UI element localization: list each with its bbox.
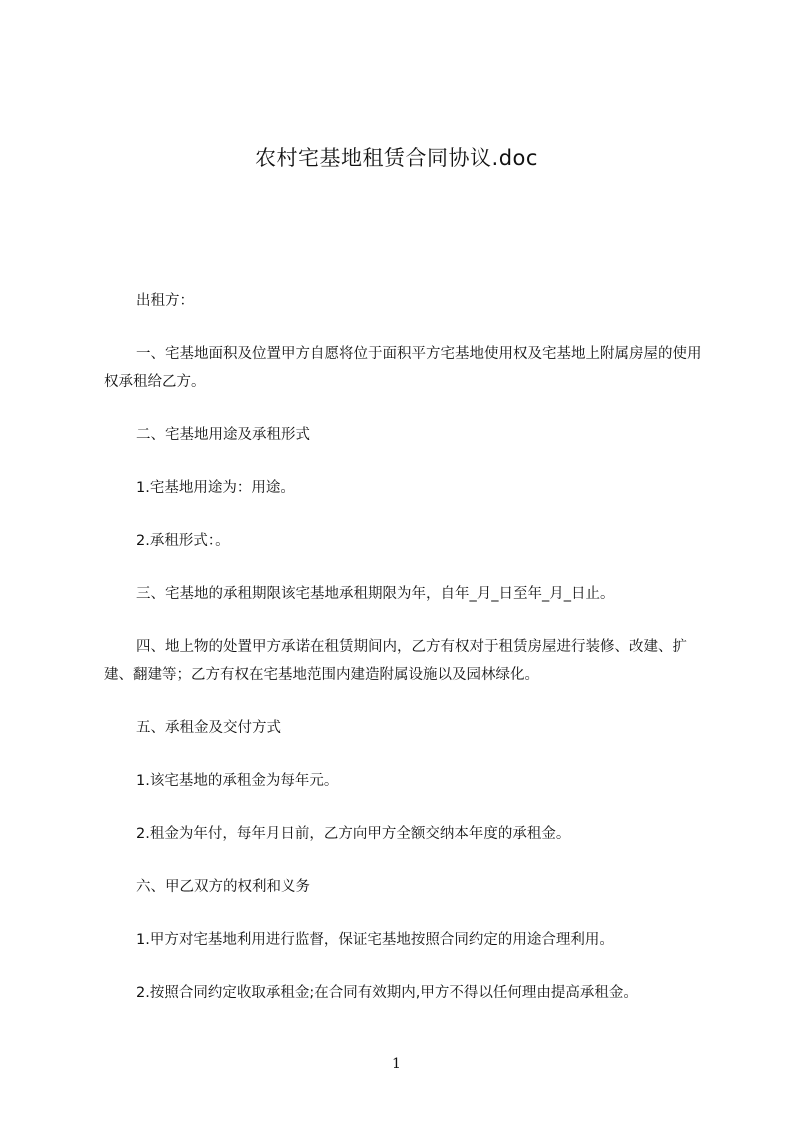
paragraph-section-2-item-1: 1.宅基地用途为：用途。: [136, 480, 295, 496]
paragraph-section-5-heading: 五、承租金及交付方式: [136, 720, 281, 736]
document-title: 农村宅基地租赁合同协议.doc: [255, 146, 538, 170]
paragraph-section-6-item-1: 1.甲方对宅基地利用进行监督，保证宅基地按照合同约定的用途合理利用。: [136, 932, 614, 948]
paragraph-lessor: 出租方：: [136, 293, 194, 309]
paragraph-section-6-heading: 六、甲乙双方的权利和义务: [136, 879, 310, 895]
paragraph-section-4: 四、地上物的处置甲方承诺在租赁期间内，乙方有权对于租赁房屋进行装修、改建、扩建、翻建等；乙方有权在宅基地范围内建造附属设施以及园林绿化。: [104, 639, 687, 683]
paragraph-section-3: 三、宅基地的承租期限该宅基地承租期限为年，自年_月_日至年_月_日止。: [136, 586, 615, 602]
paragraph-section-6-item-2: 2.按照合同约定收取承租金;在合同有效期内,甲方不得以任何理由提高承租金。: [136, 985, 638, 1001]
paragraph-section-5-item-2: 2.租金为年付，每年月日前，乙方向甲方全额交纳本年度的承租金。: [136, 826, 571, 842]
paragraph-section-2-item-2: 2.承租形式：。: [136, 533, 230, 549]
paragraph-section-1: 一、宅基地面积及位置甲方自愿将位于面积平方宅基地使用权及宅基地上附属房屋的使用权承租给乙方。: [104, 346, 702, 390]
paragraph-section-2-heading: 二、宅基地用途及承租形式: [136, 427, 310, 443]
paragraph-section-5-item-1: 1.该宅基地的承租金为每年元。: [136, 773, 339, 789]
page-number: 1: [392, 1056, 401, 1072]
